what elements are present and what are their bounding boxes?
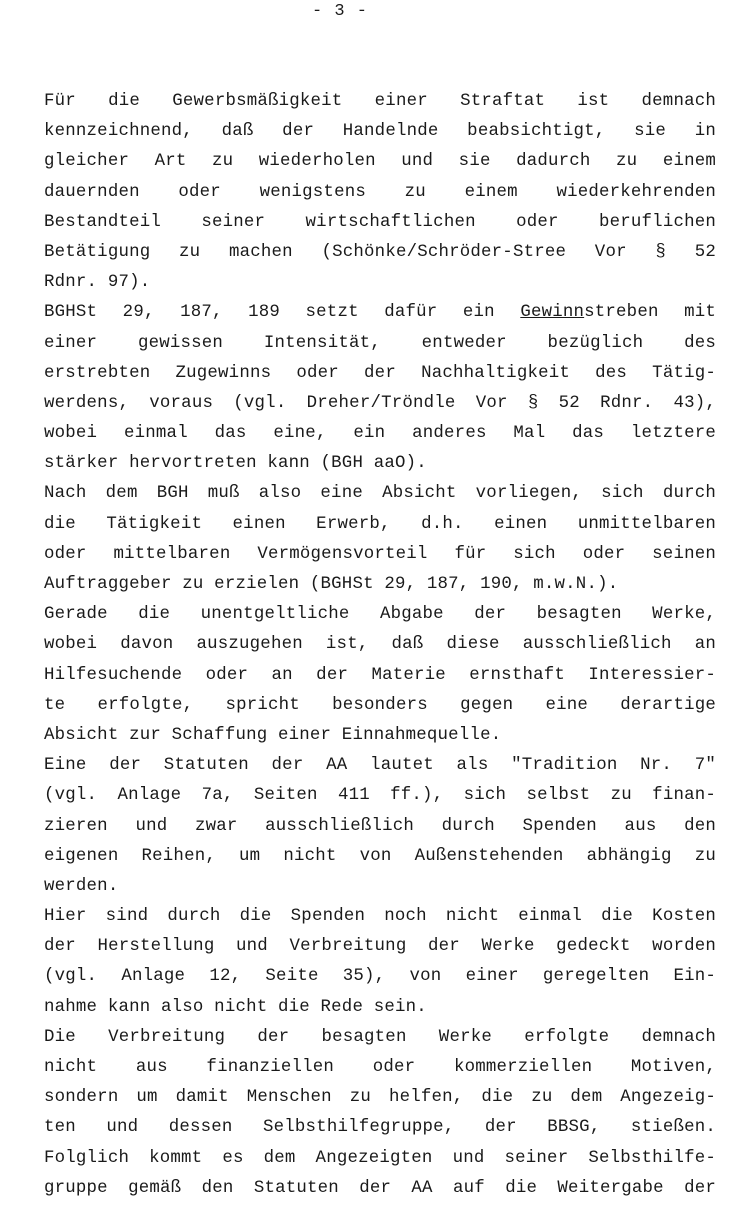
text-line: wobei einmal das eine, ein anderes Mal das letztere bbox=[44, 424, 716, 444]
text-line: Eine der Statuten der AA lautet als "Tradition Nr. 7" bbox=[44, 756, 716, 776]
text-line: Auftraggeber zu erzielen (BGHSt 29, 187, 190, m.w.N.). bbox=[44, 575, 619, 594]
text-line: Hier sind durch die Spenden noch nicht einmal die Kosten bbox=[44, 907, 716, 927]
text-line: Hilfesuchende oder an der Materie ernsthaft Interessier- bbox=[44, 665, 716, 685]
text-line: te erfolgte, spricht besonders gegen eine derartige bbox=[44, 695, 716, 715]
text-line: Bestandteil seiner wirtschaftlichen oder beruflichen bbox=[44, 212, 716, 232]
text-line: werdens, voraus (vgl. Dreher/Tröndle Vor § 52 Rdnr. 43), bbox=[44, 393, 716, 413]
text-line: Betätigung zu machen (Schönke/Schröder-Stree Vor § 52 bbox=[44, 242, 716, 262]
text-line: gleicher Art zu wiederholen und sie dadurch zu einem bbox=[44, 152, 716, 172]
text-line: sondern um damit Menschen zu helfen, die zu dem Angezeig- bbox=[44, 1088, 716, 1108]
text-line: wobei davon auszugehen ist, daß diese ausschließlich an bbox=[44, 635, 716, 655]
text-line: gruppe gemäß den Statuten der AA auf die Weitergabe der bbox=[44, 1178, 716, 1198]
text-line: Absicht zur Schaffung einer Einnahmequelle. bbox=[44, 725, 502, 745]
text-line: werden. bbox=[44, 876, 119, 896]
text-line: nahme kann also nicht die Rede sein. bbox=[44, 997, 427, 1017]
text-line: Gerade die unentgeltliche Abgabe der besagten Werke, bbox=[44, 605, 716, 625]
text-line: erstrebten Zugewinns oder der Nachhaltigkeit des Tätig- bbox=[44, 363, 716, 383]
text-line: eigenen Reihen, um nicht von Außenstehenden abhängig zu bbox=[44, 846, 716, 866]
text-line: stärker hervortreten kann (BGH aaO). bbox=[44, 454, 427, 474]
page-number: - 3 - bbox=[311, 2, 368, 21]
text-line: kennzeichnend, daß der Handelnde beabsichtigt, sie in bbox=[44, 122, 716, 142]
text-line: zieren und zwar ausschließlich durch Spenden aus den bbox=[44, 816, 716, 836]
text-line: Rdnr. 97). bbox=[44, 273, 151, 293]
underlined-word: Gewinn bbox=[520, 303, 585, 323]
text-line: dauernden oder wenigstens zu einem wiederkehrenden bbox=[44, 182, 716, 202]
text-line: der Herstellung und Verbreitung der Werke gedeckt worden bbox=[44, 937, 716, 957]
text-line: Die Verbreitung der besagten Werke erfolgte demnach bbox=[44, 1027, 716, 1047]
text-line: BGHSt 29, 187, 189 setzt dafür ein Gewinnstreben mit bbox=[44, 303, 717, 323]
text-line: oder mittelbaren Vermögensvorteil für sich oder seinen bbox=[44, 544, 716, 564]
text-line: einer gewissen Intensität, entweder bezüglich des bbox=[44, 333, 716, 353]
body-text bbox=[44, 87, 716, 1204]
text-line: ten und dessen Selbsthilfegruppe, der BBSG, stießen. bbox=[44, 1118, 716, 1138]
text-line: (vgl. Anlage 12, Seite 35), von einer geregelten Ein- bbox=[44, 967, 716, 987]
text-line: Folglich kommt es dem Angezeigten und seiner Selbsthilfe- bbox=[44, 1148, 716, 1168]
text-line: nicht aus finanziellen oder kommerziellen Motiven, bbox=[44, 1058, 716, 1077]
text-line: die Tätigkeit einen Erwerb, d.h. einen unmittelbaren bbox=[44, 514, 716, 534]
text-line: Für die Gewerbsmäßigkeit einer Straftat ist demnach bbox=[44, 92, 716, 111]
text-line: Nach dem BGH muß also eine Absicht vorliegen, sich durch bbox=[44, 484, 716, 504]
text-line: (vgl. Anlage 7a, Seiten 411 ff.), sich selbst zu finan- bbox=[44, 786, 716, 806]
